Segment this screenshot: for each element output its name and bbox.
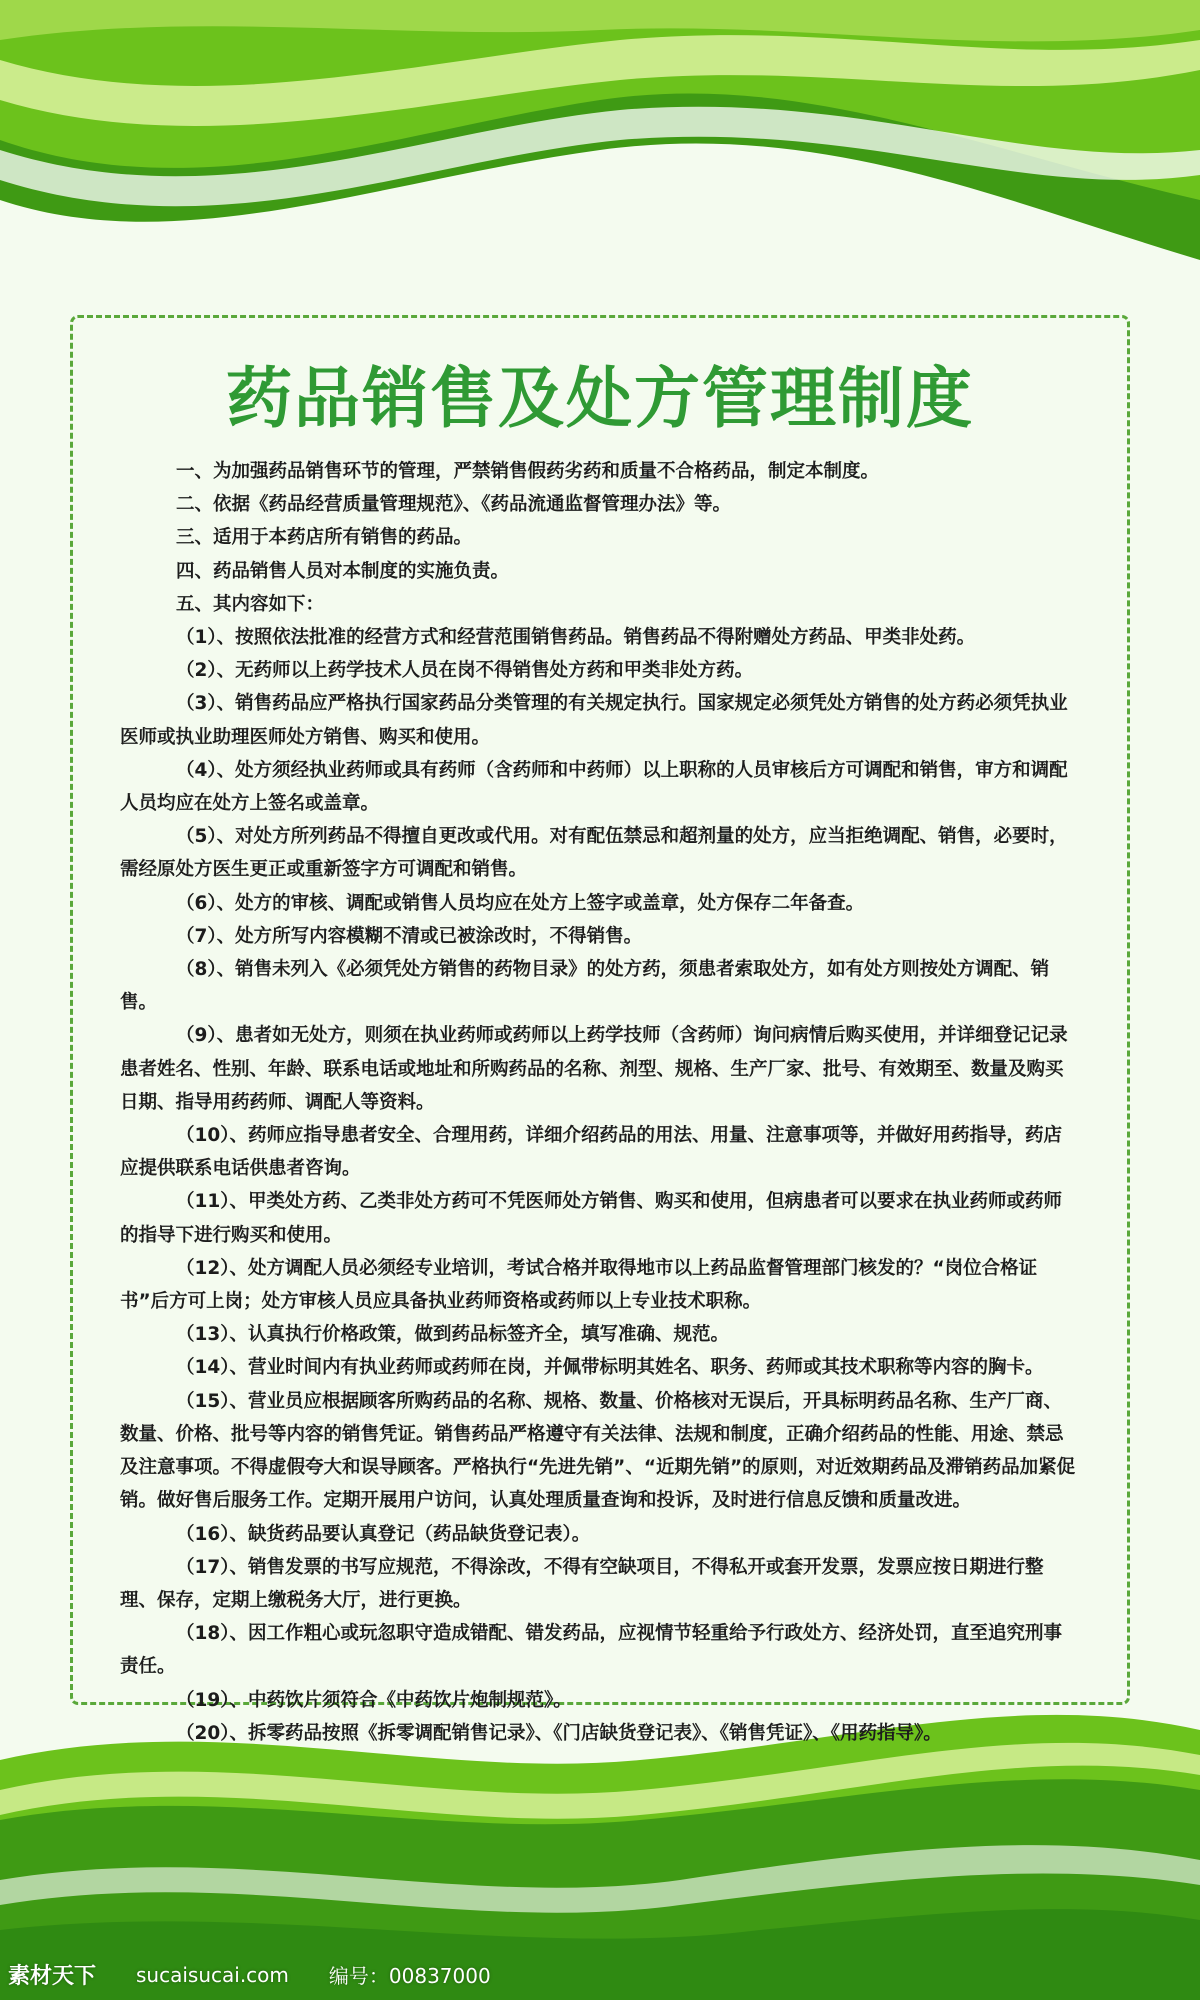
item-8: （8）、销售未列入《必须凭处方销售的药物目录》的处方药，须患者索取处方，如有处方则按处方调配、销售。 xyxy=(120,959,1050,1014)
item-3: （3）、销售药品应严格执行国家药品分类管理的有关规定执行。国家规定必须凭处方销售的处方药必须凭执业医师或执业助理医师处方销售、购买和使用。 xyxy=(120,693,1068,748)
regulation-body xyxy=(120,455,1080,1750)
item-20: （20）、拆零药品按照《拆零调配销售记录》、《门店缺货登记表》、《销售凭证》、《用药指导》。 xyxy=(176,1722,942,1744)
top-wave-decoration xyxy=(0,0,1200,330)
item-6: （6）、处方的审核、调配或销售人员均应在处方上签字或盖章，处方保存二年备查。 xyxy=(176,892,865,914)
item-9: （9）、患者如无处方，则须在执业药师或药师以上药学技师（含药师）询问病情后购买使用，并详细登记记录患者姓名、性别、年龄、联系电话或地址和所购药品的名称、剂型、规格、生产厂家、批号、有效期至、数量及购买日期、指导用药药师、调配人等资料。 xyxy=(120,1025,1068,1113)
watermark-logo: 素材天下 xyxy=(8,1964,97,1989)
item-14: （14）、营业时间内有执业药师或药师在岗，并佩带标明其姓名、职务、药师或其技术职称等内容的胸卡。 xyxy=(176,1357,1044,1379)
clause-4: 四、药品销售人员对本制度的实施负责。 xyxy=(176,560,510,582)
item-13: （13）、认真执行价格政策，做到药品标签齐全，填写准确、规范。 xyxy=(176,1324,729,1346)
watermark-bar xyxy=(8,1959,1192,1990)
clause-5: 五、其内容如下： xyxy=(176,593,325,615)
watermark-code: 编号：00837000 xyxy=(328,1964,491,1988)
item-10: （10）、药师应指导患者安全、合理用药，详细介绍药品的用法、用量、注意事项等，并做好用药指导，药店应提供联系电话供患者咨询。 xyxy=(120,1125,1062,1180)
clause-3: 三、适用于本药店所有销售的药品。 xyxy=(176,527,473,549)
item-17: （17）、销售发票的书写应规范，不得涂改，不得有空缺项目，不得私开或套开发票，发票应按日期进行整理、保存，定期上缴税务大厅，进行更换。 xyxy=(120,1556,1044,1611)
item-12: （12）、处方调配人员必须经专业培训，考试合格并取得地市以上药品监督管理部门核发的？“岗位合格证书”后方可上岗；处方审核人员应具备执业药师资格或药师以上专业技术职称。 xyxy=(120,1257,1038,1313)
item-19: （19）、中药饮片须符合《中药饮片炮制规范》。 xyxy=(176,1689,572,1711)
clause-1: 一、为加强药品销售环节的管理，严禁销售假药劣药和质量不合格药品，制定本制度。 xyxy=(176,461,880,482)
item-18: （18）、因工作粗心或玩忽职守造成错配、错发药品，应视情节轻重给予行政处方、经济处罚，直至追究刑事责任。 xyxy=(120,1623,1062,1678)
watermark-site: sucaisucai.com xyxy=(136,1962,289,1987)
page-title: 药品销售及处方管理制度 xyxy=(226,360,974,437)
item-2: （2）、无药师以上药学技术人员在岗不得销售处方药和甲类非处方药。 xyxy=(176,660,754,682)
item-11: （11）、甲类处方药、乙类非处方药可不凭医师处方销售、购买和使用，但病患者可以要求在执业药师或药师的指导下进行购买和使用。 xyxy=(120,1191,1062,1246)
item-16: （16）、缺货药品要认真登记（药品缺货登记表）。 xyxy=(176,1523,591,1545)
item-4: （4）、处方须经执业药师或具有药师（含药师和中药师）以上职称的人员审核后方可调配和销售，审方和调配人员均应在处方上签名或盖章。 xyxy=(120,759,1068,815)
item-15: （15）、营业员应根据顾客所购药品的名称、规格、数量、价格核对无误后，开具标明药品名称、生产厂商、数量、价格、批号等内容的销售凭证。销售药品严格遵守有关法律、法规和制度，正确介绍药品的性能、用途、禁忌及注意事项。不得虚假夸大和误导顾客。严格执行“先进先销”、“近期先销”的原则，对近效期药品及滞销药品加紧促销。做好售后服务工作。定期开展用户访问，认真处理质量查询和投诉，及时进行信息反馈和质量改进。 xyxy=(120,1390,1076,1512)
item-7: （7）、处方所写内容模糊不清或已被涂改时，不得销售。 xyxy=(176,925,643,947)
clause-2: 二、依据《药品经营质量管理规范》、《药品流通监督管理办法》等。 xyxy=(176,494,732,516)
item-5: （5）、对处方所列药品不得擅自更改或代用。对有配伍禁忌和超剂量的处方，应当拒绝调配、销售，必要时，需经原处方医生更正或重新签字方可调配和销售。 xyxy=(120,826,1068,881)
item-1: （1）、按照依法批准的经营方式和经营范围销售药品。销售药品不得附赠处方药品、甲类非处药。 xyxy=(176,627,976,649)
